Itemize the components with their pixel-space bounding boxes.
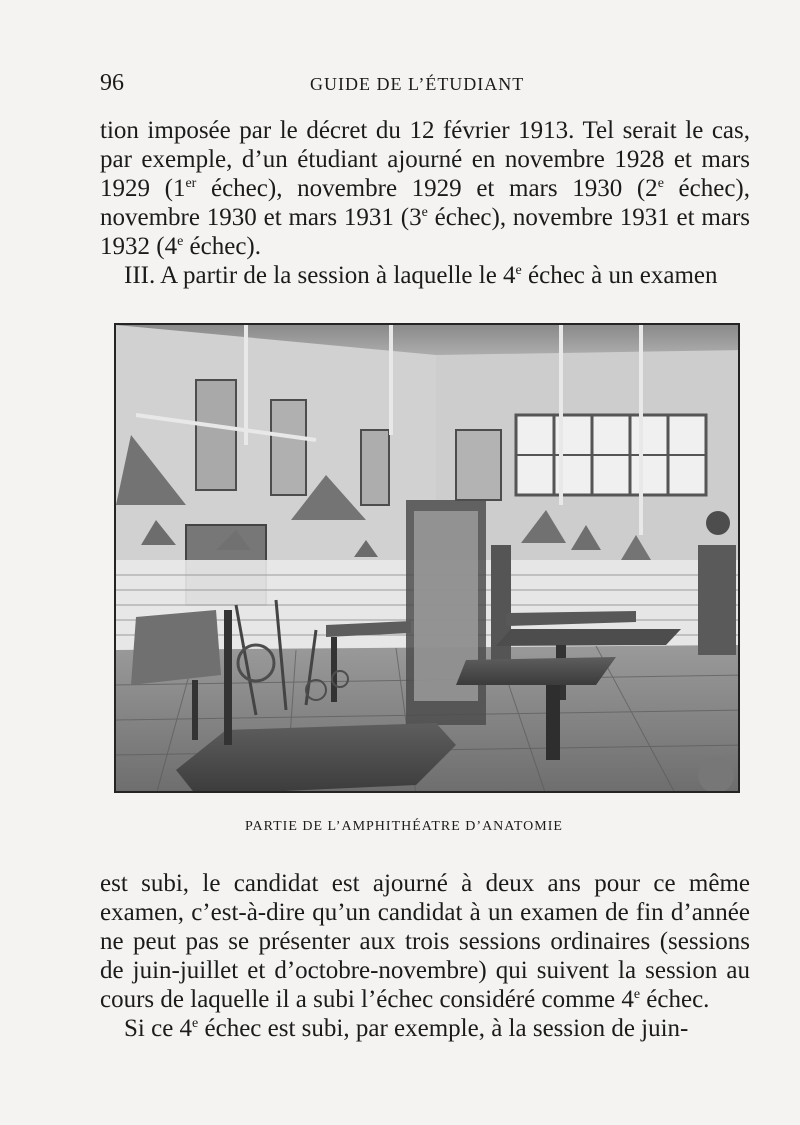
running-head: GUIDE DE L’ÉTUDIANT — [310, 74, 525, 94]
paragraph-rule-three — [100, 261, 750, 290]
paragraph-decree — [100, 116, 750, 261]
superscript: er — [185, 176, 197, 191]
anatomy-amphitheatre-photo — [114, 323, 740, 793]
text-span: échec), novembre 1930 et mars 1931 (3 — [100, 175, 750, 231]
paragraph-example — [100, 1014, 750, 1043]
superscript: e — [657, 176, 664, 191]
text-span: échec. — [640, 986, 710, 1013]
text-span: échec), novembre 1931 et mars 1932 (4 — [100, 204, 750, 260]
paragraph-deferral — [100, 869, 750, 1014]
text-span: échec est subi, par exemple, à la session de juin- — [198, 1015, 689, 1042]
superscript: e — [192, 1016, 199, 1031]
superscript: e — [177, 234, 184, 249]
bottom-text-block — [100, 869, 750, 1043]
text-span: échec à un examen — [521, 262, 718, 289]
page-number: 96 — [100, 70, 124, 96]
photo-illustration — [116, 325, 740, 793]
text-span: III. A partir de la session à laquelle le 4 — [124, 262, 516, 289]
superscript: e — [421, 205, 428, 220]
text-span: Si ce 4 — [124, 1015, 193, 1042]
text-span: échec), novembre 1929 et mars 1930 (2 — [196, 175, 658, 202]
top-text-block — [100, 116, 750, 290]
figure-caption: PARTIE DE L’AMPHITHÉATRE D’ANATOMIE — [245, 819, 563, 834]
superscript: e — [633, 987, 641, 1002]
text-span: échec). — [183, 233, 262, 260]
text-span: est subi, le candidat est ajourné à deux ans pour ce même examen, c’est-à-dire qu’un candidat à un examen de fin d’année ne peut pas se présenter aux trois sessions ordinaires (sessions de juin-juillet et d’octobre-novembre) qui suivent la session au cours de laquelle il a subi l’échec considéré comme 4 — [100, 870, 750, 1013]
text-span: tion imposée par le décret du 12 février 1913. Tel serait le cas, par exemple, d’un étudiant ajourné en novembre 1928 et mars 1929 (1 — [100, 117, 750, 202]
superscript: e — [515, 263, 522, 278]
